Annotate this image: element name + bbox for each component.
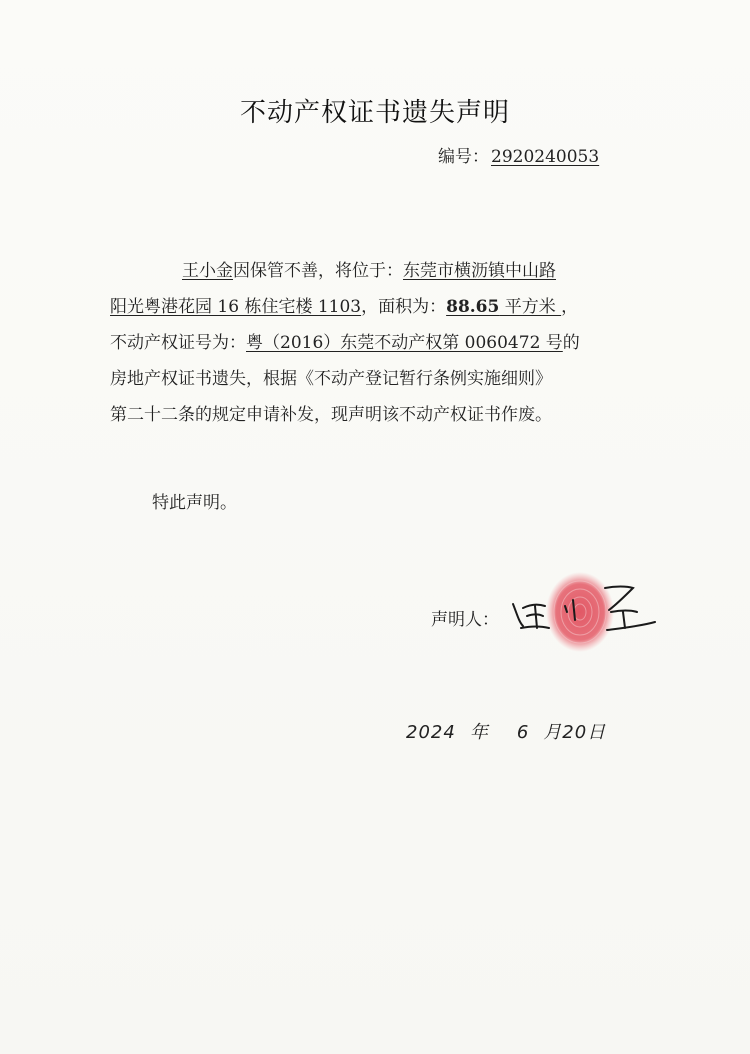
date-year-unit: 年 [469,722,489,743]
property-address-part2: 阳光粤港花园 16 栋住宅楼 1103 [110,297,362,317]
declaration-paragraph [110,253,650,433]
property-address-part1: 东莞市横沥镇中山路 [403,261,556,281]
date-month: 6 [516,722,530,743]
document-title: 不动产权证书遗失声明 [239,98,510,128]
signing-date [406,718,606,744]
handwritten-signature [505,570,665,660]
serial-number-line [438,142,599,167]
paragraph-line-5: 第二十二条的规定申请补发，现声明该不动产权证书作废。 [110,405,552,425]
fingerprint-icon [546,572,614,652]
paragraph-line-3 [110,325,650,361]
date-day-unit: 日 [587,722,607,743]
paragraph-line-4: 房地产权证书遗失，根据《不动产登记暂行条例实施细则》 [110,369,552,389]
paragraph-line-2 [110,289,650,325]
date-month-unit: 月 [543,722,563,743]
closing-statement: 特此声明。 [152,493,237,513]
serial-number: 2920240053 [491,147,600,167]
paragraph-text: 的 [562,333,580,353]
date-day: 20 [562,722,588,743]
serial-label: 编号： [438,147,489,167]
area-value: 88.65 [446,297,500,317]
signer-label: 声明人： [431,610,499,630]
paragraph-line-1 [110,253,650,289]
certificate-label: 不动产权证号为： [110,333,246,353]
certificate-number: 粤（2016）东莞不动产权第 0060472 号 [246,333,563,353]
owner-name: 王小金 [182,261,233,281]
area-label: ，面积为： [361,297,447,317]
area-unit: 平方米 [499,297,562,317]
date-year: 2024 [406,722,456,743]
paragraph-text: ， [561,297,579,317]
paragraph-text: 因保管不善，将位于： [233,261,403,281]
